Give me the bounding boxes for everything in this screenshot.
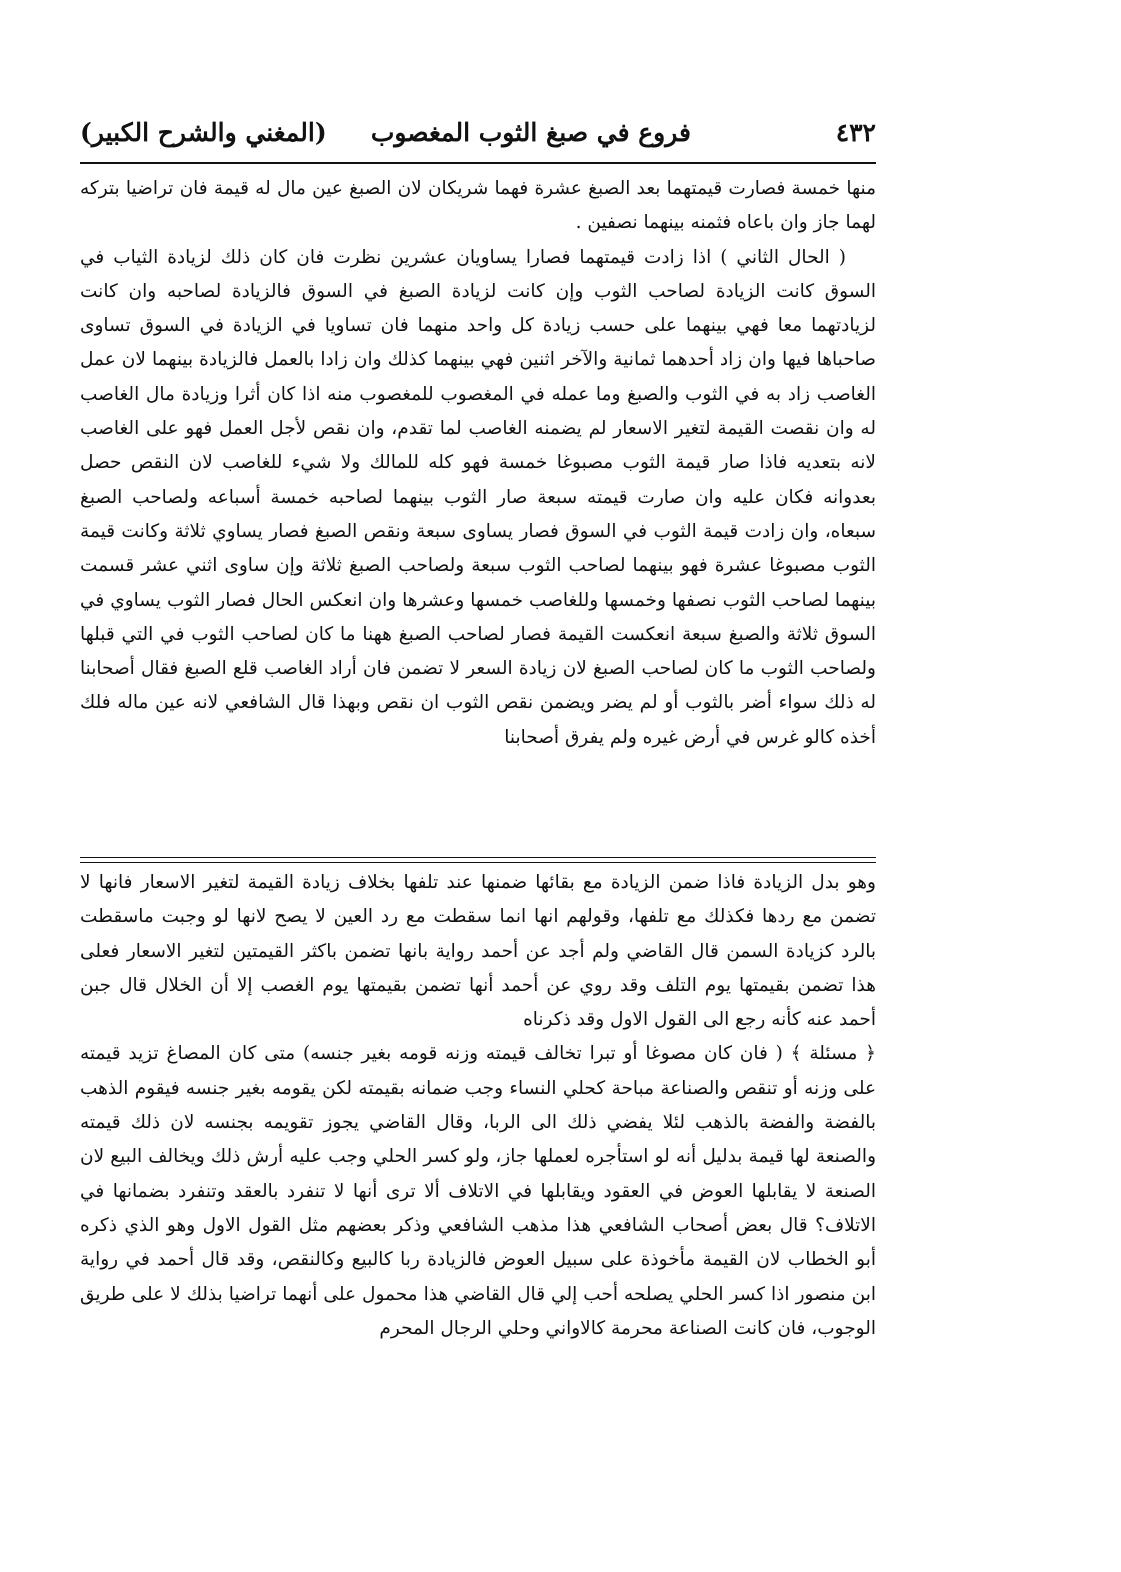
page-number: ٤٣٢ <box>835 118 876 147</box>
header-rule <box>80 162 876 164</box>
page-header <box>80 118 876 158</box>
main-paragraph-1: منها خمسة فصارت قيمتهما بعد الصبغ عشرة فهما شريكان لان الصبغ عين مال له قيمة فان تراضيا بتركه لهما جاز وان باعاه فثمنه بينهما نصفين . <box>80 178 876 234</box>
main-paragraph-2: ( الحال الثاني ) اذا زادت قيمتهما فصارا يساويان عشرين نظرت فان كان ذلك لزيادة الثياب في السوق كانت الزيادة لصاحب الثوب وإن كانت لزيادة الصبغ في السوق فالزيادة لصاحبه وان كانت لزيادتهما معا فهي بينهما على حسب زيادة كل واحد منهما فان تساويا في الزيادة في السوق تساوى صاحباها فيها وان زاد أحدهما ثمانية والآخر اثنين فهي بينهما كذلك وان زادا بالعمل فالزيادة بينهما لان عمل الغاصب زاد به في الثوب والصبغ وما عمله في المغصوب للمغصوب منه اذا كان أثرا وزيادة مال الغاصب له وان نقصت القيمة لتغير الاسعار لم يضمنه الغاصب لما تقدم، وان نقص لأجل العمل فهو على الغاصب لانه بتعديه فاذا صار قيمة الثوب مصبوغا خمسة فهو كله للمالك ولا شيء للغاصب لان النقص حصل بعدوانه فكان عليه وان صارت قيمته سبعة صار الثوب بينهما لصاحبه خمسة أسباعه ولصاحب الصبغ سبعاه، وان زادت قيمة الثوب في السوق فصار يساوى سبعة ونقص الصبغ فصار يساوي ثلاثة وكانت قيمة الثوب مصبوغا عشرة فهو بينهما لصاحب الثوب سبعة ولصاحب الصبغ ثلاثة وإن ساوى اثني عشر قسمت بينهما لصاحب الثوب نصفها وخمسها وللغاصب خمسها وعشرها وان انعكس الحال فصار الثوب يساوي في السوق ثلاثة والصبغ سبعة انعكست القيمة فصار لصاحب الصبغ ههنا ما كان لصاحب الثوب في التي قبلها ولصاحب الثوب ما كان لصاحب الصبغ لان زيادة السعر لا تضمن فان أراد الغاصب قلع الصبغ فقال أصحابنا له ذلك سواء أضر بالثوب أو لم يضر ويضمن نقص الثوب ان نقص وبهذا قال الشافعي لانه عين ماله فلك أخذه كالو غرس في أرض غيره ولم يفرق أصحابنا <box>80 246 876 748</box>
book-title: (المغني والشرح الكبير) <box>80 118 327 147</box>
commentary-paragraph-2: ﴿ مسئلة ﴾ ( فان كان مصوغا أو تبرا تخالف قيمته وزنه قومه بغير جنسه) متى كان المصاغ تزيد قيمته على وزنه أو تنقص والصناعة مباحة كحلي النساء وجب ضمانه بقيمته لكن يقومه بغير جنسه فيقوم الذهب بالفضة والفضة بالذهب لئلا يفضي ذلك الى الربا، وقال القاضي يجوز تقويمه بجنسه لان ذلك قيمته والصنعة لها قيمة بدليل أنه لو استأجره لعملها جاز، ولو كسر الحلي وجب عليه أرش ذلك ويخالف البيع لان الصنعة لا يقابلها العوض في العقود ويقابلها في الاتلاف ألا ترى أنها لا تنفرد بالعقد وتنفرد بضمانها في الاتلاف؟ قال بعض أصحاب الشافعي هذا مذهب الشافعي وذكر بعضهم مثل القول الاول وهو الذي ذكره أبو الخطاب لان القيمة مأخوذة على سبيل العوض فالزيادة ربا كالبيع وكالنقص، وقد قال أحمد في رواية ابن منصور اذا كسر الحلي يصلحه أحب إلي قال القاضي هذا محمول على أنهما تراضيا بذلك لا على طريق الوجوب، فان كانت الصناعة محرمة كالاواني وحلي الرجال المحرم <box>80 1043 876 1339</box>
commentary-text <box>80 866 876 1346</box>
main-text <box>80 172 876 755</box>
commentary-paragraph-1: وهو بدل الزيادة فاذا ضمن الزيادة مع بقائها ضمنها عند تلفها بخلاف زيادة القيمة لتغير الاسعار فانها لا تضمن مع ردها فكذلك مع تلفها، وقولهم انها انما سقطت مع رد العين لا يصح لانها لو وجبت ماسقطت بالرد كزيادة السمن قال القاضي ولم أجد عن أحمد رواية بانها تضمن باكثر القيمتين لتغير الاسعار فعلى هذا تضمن بقيمتها يوم التلف وقد روي عن أحمد أنها تضمن بقيمتها يوم الغصب إلا أن الخلال قال جبن أحمد عنه كأنه رجع الى القول الاول وقد ذكرناه <box>80 872 876 1031</box>
running-title: فروع في صبغ الثوب المغصوب <box>370 118 691 147</box>
section-divider <box>80 857 876 863</box>
